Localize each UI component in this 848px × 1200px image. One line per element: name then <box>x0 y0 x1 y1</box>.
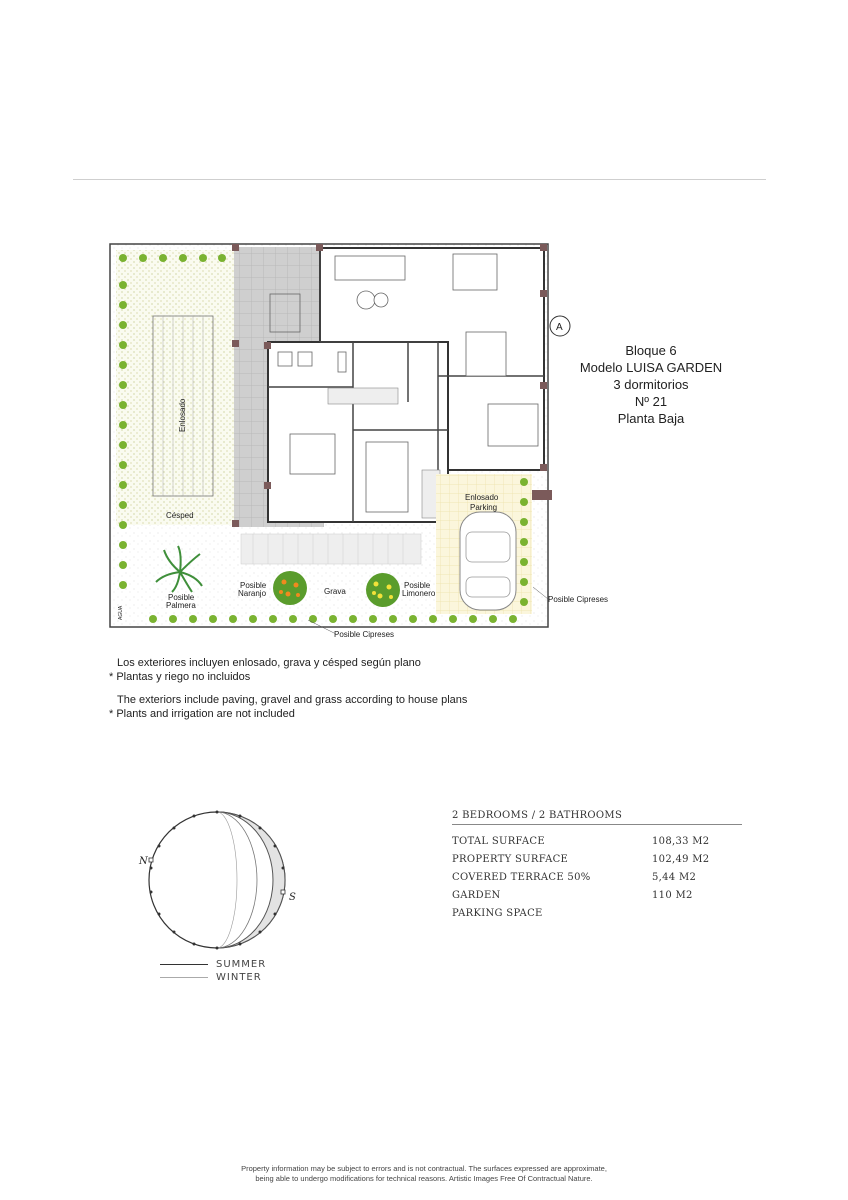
winter-label: WINTER <box>216 972 262 983</box>
label-palmera-2: Palmera <box>166 601 196 610</box>
spec-row <box>452 850 742 868</box>
disclaimer-line1: Property information may be subject to errors and is not contractual. The surfaces expressed are approximate, <box>241 1164 607 1173</box>
block-info <box>566 342 736 427</box>
header-divider <box>73 179 766 180</box>
spec-row <box>452 904 742 922</box>
spec-value: 110 M2 <box>652 889 693 901</box>
sun-legend <box>160 958 266 984</box>
spec-row <box>452 832 742 850</box>
bedrooms-count: 3 dormitorios <box>613 377 689 392</box>
disclaimer-line2: being able to undergo modifications for technical reasons. Artistic Images Free Of Contractual Nature. <box>255 1174 593 1183</box>
spec-row <box>452 868 742 886</box>
spec-label: TOTAL SURFACE <box>452 835 545 847</box>
winter-line <box>160 977 208 978</box>
summer-label: SUMMER <box>216 959 267 970</box>
label-enlosado-parking-2: Parking <box>470 503 498 512</box>
spec-row <box>452 886 742 904</box>
label-cesped: Césped <box>166 511 194 520</box>
notes-english <box>109 693 467 721</box>
label-limonero-2: Limonero <box>402 589 436 598</box>
label-cipreses-bottom: Posible Cipreses <box>334 630 395 639</box>
label-agua: AGUA <box>118 605 124 620</box>
note-en-line1: The exteriors include paving, gravel and grass according to house plans <box>117 694 468 706</box>
note-en-line2: * Plants and irrigation are not included <box>109 708 295 720</box>
specs-table <box>452 810 742 922</box>
spec-label: COVERED TERRACE 50% <box>452 871 591 883</box>
floor-level: Planta Baja <box>617 411 685 426</box>
sun-path-diagram <box>135 800 295 960</box>
label-limonero-1: Posible <box>404 581 431 590</box>
note-es-line1: Los exteriores incluyen enlosado, grava y césped según plano <box>117 657 421 669</box>
label-cipreses-right: Posible Cipreses <box>548 595 609 604</box>
model-name: Modelo LUISA GARDEN <box>579 360 723 375</box>
spec-label: PARKING SPACE <box>452 907 543 919</box>
label-palmera-1: Posible <box>168 593 195 602</box>
spec-label: PROPERTY SURFACE <box>452 853 569 865</box>
spec-value: 108,33 M2 <box>652 835 710 847</box>
south-label: S <box>289 892 296 903</box>
block-number: Bloque 6 <box>625 343 677 358</box>
label-naranjo-1: Posible <box>240 581 267 590</box>
legal-disclaimer <box>0 1164 848 1184</box>
label-enlosado-parking-1: Enlosado <box>465 493 499 502</box>
spec-value: 5,44 M2 <box>652 871 697 883</box>
spec-value: 102,49 M2 <box>652 853 710 865</box>
summer-line <box>160 964 208 965</box>
unit-number: Nº 21 <box>634 394 668 409</box>
spec-label: GARDEN <box>452 889 501 901</box>
floor-plan <box>108 242 609 639</box>
marker-a: A <box>556 322 563 333</box>
north-label: N <box>139 856 148 867</box>
notes-spanish <box>109 656 421 684</box>
label-enlosado-left: Enlosado <box>178 398 187 432</box>
label-grava: Grava <box>324 587 346 596</box>
specs-title: 2 BEDROOMS / 2 BATHROOMS <box>452 810 742 825</box>
label-naranjo-2: Naranjo <box>238 589 267 598</box>
note-es-line2: * Plantas y riego no incluidos <box>109 671 251 683</box>
